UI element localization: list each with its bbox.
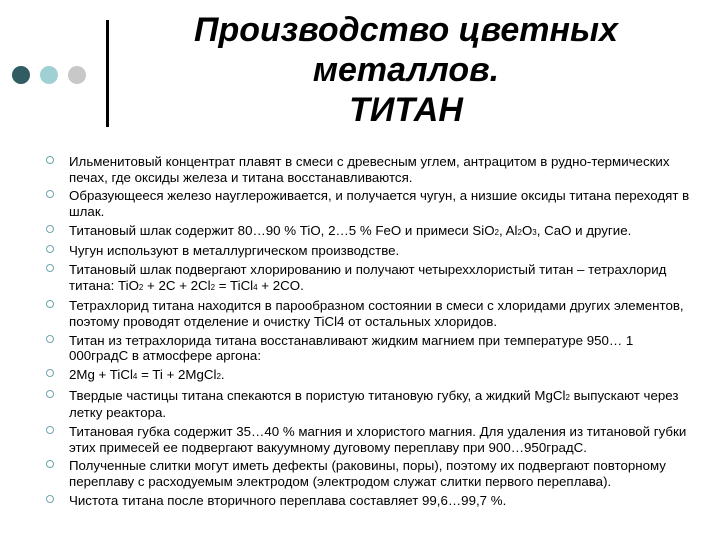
subscript: 4 [132, 372, 138, 382]
decorative-dots [12, 66, 86, 84]
bullet-text: = Ti + 2MgCl [137, 367, 217, 383]
bullet-text: Чистота титана после вторичного переплава составляет 99,6…99,7 %. [69, 492, 507, 508]
bullet-ring-icon [46, 390, 54, 398]
bullet-item [45, 243, 695, 259]
subscript: 2 [138, 282, 144, 292]
title-line-2: металлов. [312, 51, 500, 89]
bullet-ring-icon [46, 156, 54, 164]
bullet-ring-icon [46, 300, 54, 308]
bullet-item [45, 154, 695, 185]
bullet-text: + 2CO. [257, 277, 304, 293]
bullet-ring-icon [46, 225, 54, 233]
subscript: 2 [517, 227, 522, 237]
bullet-text: Тетрахлорид титана находится в парообразном состоянии в смеси с хлоридами других элементов, поэтому проводят отделение и очистку TiCl4 от остальных хлоридов. [69, 298, 684, 329]
bullet-text: Чугун используют в металлургическом производстве. [69, 243, 400, 259]
gray-dot [68, 66, 86, 84]
bullet-ring-icon [46, 245, 54, 253]
bullet-text: = TiCl [215, 277, 254, 293]
bullet-text: Титан из тетрахлорида титана восстанавливают жидким магнием при температуре 950… 1 000градС в атмосфере аргона: [69, 332, 634, 364]
bullet-text: выпускают через летку реактора. [69, 387, 679, 421]
bullet-text: Титановый шлак подвергают хлорированию и получают четыреххлористый титан – тетрахлорид титана: TiO [69, 262, 667, 293]
bullet-text: O [521, 222, 533, 238]
bullet-text: + 2C + 2Cl [143, 277, 211, 293]
bullet-text: Полученные слитки могут иметь дефекты (раковины, поры), поэтому их подвергают повторному переплаву с расходуемым электродом (электродом служат слитки первого переплава). [69, 458, 666, 489]
subscript: 3 [532, 227, 537, 237]
bullet-ring-icon [46, 426, 54, 434]
bullet-text: Титановый шлак содержит 80…90 % TiO, 2…5 % FeO и примеси SiO [69, 222, 495, 238]
bullet-item [45, 493, 695, 509]
bullet-text: Ильменитовый концентрат плавят в смеси с древесным углем, антрацитом в рудно-термических печах, где оксиды железа и титана восстанавливаются. [69, 154, 670, 185]
bullet-text: Образующееся железо науглероживается, и получается чугун, а низшие оксиды титана переходят в шлак. [69, 188, 690, 219]
bullet-ring-icon [46, 369, 54, 377]
title-line-3: ТИТАН [349, 91, 463, 129]
bullet-item [45, 262, 695, 295]
subscript: 2 [210, 282, 216, 292]
subscript: 2 [216, 372, 221, 382]
bullet-text: 2Mg + TiCl [69, 367, 133, 383]
dark-teal-dot [12, 66, 30, 84]
bullet-text: Твердые частицы титана спекаются в пористую титановую губку, а жидкий MgCl [69, 387, 566, 403]
bullet-item [45, 388, 695, 421]
bullet-item [45, 333, 695, 364]
bullet-list [45, 154, 695, 512]
subscript: 4 [253, 282, 258, 292]
subscript: 2 [565, 392, 570, 402]
bullet-item [45, 424, 695, 455]
bullet-ring-icon [46, 460, 54, 468]
title-divider-line [106, 20, 109, 127]
bullet-text: , Al [499, 222, 518, 238]
bullet-ring-icon [46, 495, 54, 503]
bullet-ring-icon [46, 264, 54, 272]
bullet-text: Титановая губка содержит 35…40 % магния и хлористого магния. Для удаления из титановой губки этих примесей ее подвергают вакуумному дуговому переплаву при 900…950градС. [69, 424, 687, 455]
bullet-item [45, 298, 695, 329]
bullet-item [45, 188, 695, 219]
bullet-ring-icon [46, 190, 54, 198]
bullet-ring-icon [46, 335, 54, 343]
title-line-1: Производство цветных [194, 11, 618, 49]
subscript: 2 [494, 227, 499, 237]
bullet-item [45, 223, 695, 241]
bullet-item [45, 367, 695, 385]
light-teal-dot [40, 66, 58, 84]
bullet-text: , CaO и другие. [536, 222, 632, 238]
slide-title [120, 10, 692, 130]
bullet-item [45, 458, 695, 489]
bullet-text: . [220, 367, 225, 383]
